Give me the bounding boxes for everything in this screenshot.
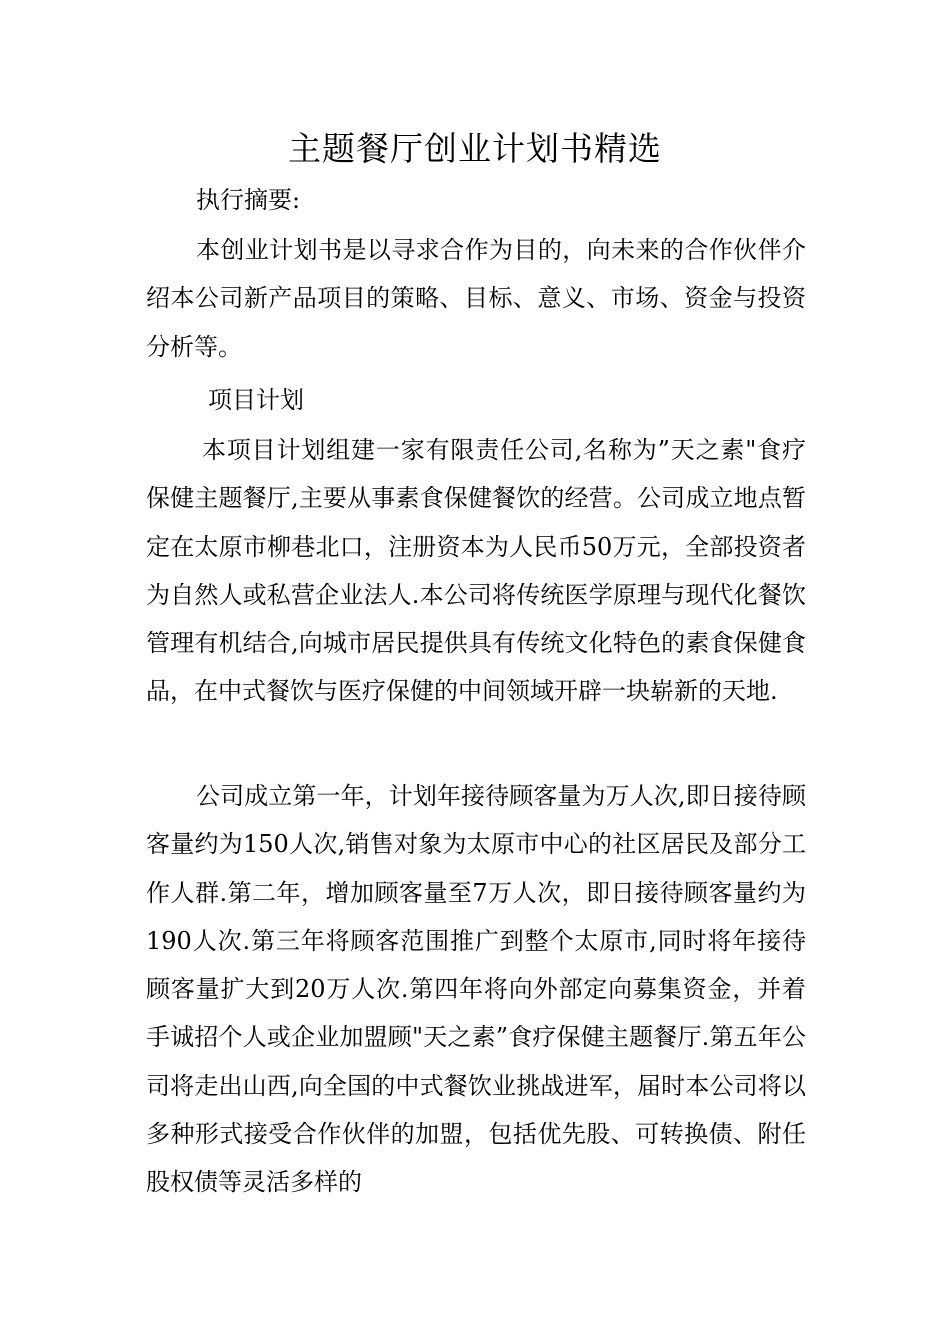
- project-plan-paragraph-2: 公司成立第一年，计划年接待顾客量为万人次,即日接待顾客量约为150人次,销售对象为太原市中心的社区居民及部分工作人群.第二年，增加顾客量至7万人次，即日接待顾客量约为190人次.第三年将顾客范围推广到整个太原市,同时将年接待顾客量扩大到20万人次.第四年将向外部定向募集资金，并着手诚招个人或企业加盟顾"天之素”食疗保健主题餐厅.第五年公司将走出山西,向全国的中式餐饮业挑战进军，届时本公司将以多种形式接受合作伙伴的加盟，包括优先股、可转换债、附任股权债等灵活多样的: [146, 782, 806, 1197]
- project-plan-paragraph-1: 本项目计划组建一家有限责任公司,名称为”天之素"食疗保健主题餐厅,主要从事素食保健餐饮的经营。公司成立地点暂定在太原市柳巷北口，注册资本为人民币50万元，全部投资者为自然人或私营企业法人.本公司将传统医学原理与现代化餐饮管理有机结合,向城市居民提供具有传统文化特色的素食保健食品，在中式餐饮与医疗保健的中间领域开辟一块崭新的天地.: [146, 436, 806, 706]
- document-title: 主题餐厅创业计划书精选: [288, 129, 662, 168]
- section-heading-project-plan: 项目计划: [208, 386, 304, 414]
- executive-summary-paragraph: 本创业计划书是以寻求合作为目的，向未来的合作伙伴介绍本公司新产品项目的策略、目标、意义、市场、资金与投资分析等。: [146, 236, 806, 361]
- section-heading-executive-summary: 执行摘要:: [196, 186, 301, 214]
